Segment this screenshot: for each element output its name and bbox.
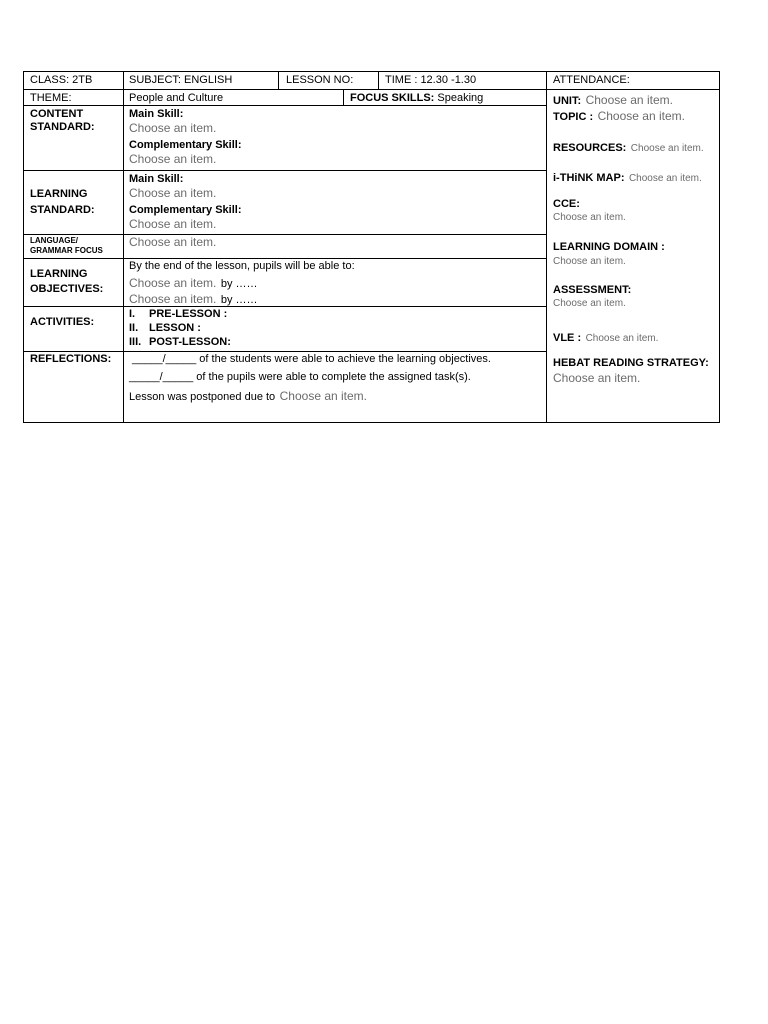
- learning-standard-label: [30, 188, 95, 217]
- row-divider: [24, 306, 546, 307]
- assessment-dropdown[interactable]: Choose an item.: [553, 298, 626, 309]
- unit-dropdown[interactable]: Choose an item.: [585, 93, 673, 107]
- postponed-reason-dropdown[interactable]: Choose an item.: [279, 389, 368, 403]
- resources-label: RESOURCES:: [553, 142, 627, 154]
- reflection-blank-1[interactable]: _____/_____: [132, 353, 197, 365]
- row-divider: [24, 351, 546, 352]
- learning-main-skill-dropdown[interactable]: Choose an item.: [129, 186, 217, 200]
- learning-complementary-skill-label: Complementary Skill:: [129, 204, 242, 216]
- vle-label: VLE :: [553, 332, 582, 344]
- lesson-plan-table: [23, 71, 720, 423]
- content-standard-label-line2: STANDARD:: [30, 121, 95, 133]
- language-label-line2: GRAMMAR FOCUS: [30, 246, 103, 255]
- objectives-label: [30, 268, 103, 296]
- reflection-text-2: of the pupils were able to complete the assigned task(s).: [196, 371, 471, 383]
- cce-label: CCE:: [553, 198, 580, 210]
- hebat-reading-dropdown[interactable]: Choose an item.: [553, 371, 641, 385]
- language-label-line1: LANGUAGE/: [30, 236, 78, 245]
- assessment-label: ASSESSMENT:: [553, 284, 632, 296]
- objectives-label-line2: OBJECTIVES:: [30, 283, 104, 295]
- objectives-intro: By the end of the lesson, pupils will be able to:: [129, 260, 355, 272]
- vle-dropdown[interactable]: Choose an item.: [585, 333, 659, 344]
- activity-text: PRE-LESSON :: [149, 308, 228, 320]
- content-main-skill-label: Main Skill:: [129, 108, 184, 120]
- reflection-blank-2[interactable]: _____/_____: [129, 371, 194, 383]
- reflection-line-1: [132, 353, 491, 366]
- content-standard-label: [30, 108, 95, 134]
- reflection-text-3: Lesson was postponed due to: [129, 391, 276, 403]
- row-divider: [24, 105, 546, 106]
- subject-value: : ENGLISH: [177, 74, 233, 86]
- content-complementary-skill-dropdown[interactable]: Choose an item.: [129, 152, 217, 166]
- objective-1-by: by ……: [220, 278, 258, 290]
- activity-item-lesson[interactable]: [129, 322, 201, 335]
- topic-label: TOPIC :: [553, 111, 594, 123]
- content-standard-label-line1: CONTENT: [30, 108, 84, 120]
- ithink-map-field: [553, 168, 702, 186]
- ithink-map-dropdown[interactable]: Choose an item.: [628, 173, 702, 184]
- cce-dropdown[interactable]: Choose an item.: [553, 212, 626, 223]
- objective-2-dropdown[interactable]: Choose an item.: [129, 292, 217, 306]
- row-divider: [24, 258, 546, 259]
- row-divider: [24, 170, 546, 171]
- learning-main-skill-label: Main Skill:: [129, 173, 184, 185]
- ithink-map-label: i-THiNK MAP:: [553, 172, 625, 184]
- objective-1-dropdown[interactable]: Choose an item.: [129, 276, 217, 290]
- focus-skills-value: Speaking: [437, 92, 484, 104]
- activity-item-pre-lesson[interactable]: [129, 308, 227, 321]
- reflection-line-3: [129, 387, 367, 405]
- column-divider: [378, 72, 379, 89]
- content-main-skill-dropdown[interactable]: Choose an item.: [129, 121, 217, 135]
- activity-item-post-lesson[interactable]: [129, 336, 231, 349]
- activity-text: POST-LESSON:: [149, 336, 231, 348]
- resources-field: [553, 138, 704, 156]
- time-label: TIME : 12.30 -1.30: [385, 74, 477, 86]
- language-grammar-label: [30, 236, 103, 256]
- learning-domain-dropdown[interactable]: Choose an item.: [553, 256, 626, 267]
- column-divider: [123, 72, 124, 423]
- row-divider: [546, 89, 720, 90]
- content-complementary-skill-label: Complementary Skill:: [129, 139, 242, 151]
- reflections-label: REFLECTIONS:: [30, 353, 112, 365]
- subject-label: SUBJECT: [129, 74, 178, 86]
- attendance-label: ATTENDANCE:: [553, 74, 630, 86]
- activity-num: III.: [129, 336, 142, 348]
- reflection-line-2: [129, 371, 471, 384]
- focus-skills: [350, 92, 483, 105]
- theme-value: People and Culture: [129, 92, 224, 104]
- learning-domain-label: LEARNING DOMAIN :: [553, 241, 665, 253]
- focus-skills-label: FOCUS SKILLS:: [350, 92, 435, 104]
- topic-field: [553, 107, 685, 125]
- activity-text: LESSON :: [149, 322, 201, 334]
- lesson-no-colon: :: [350, 74, 354, 86]
- objective-2: [129, 290, 258, 308]
- subject-field: [129, 74, 232, 87]
- objectives-label-line1: LEARNING: [30, 268, 88, 280]
- lesson-no-field[interactable]: [286, 74, 353, 87]
- activity-num: I.: [129, 308, 136, 320]
- theme-label: THEME:: [30, 92, 72, 104]
- vle-field: [553, 328, 658, 346]
- objective-2-by: by ……: [220, 294, 258, 306]
- class-label: CLASS: 2TB: [30, 74, 93, 86]
- activities-label: ACTIVITIES:: [30, 316, 95, 328]
- hebat-reading-label: HEBAT READING STRATEGY:: [553, 357, 709, 369]
- learning-standard-label-line1: LEARNING: [30, 188, 88, 200]
- learning-standard-label-line2: STANDARD:: [30, 204, 95, 216]
- learning-complementary-skill-dropdown[interactable]: Choose an item.: [129, 217, 217, 231]
- row-divider: [24, 234, 546, 235]
- topic-dropdown[interactable]: Choose an item.: [597, 109, 685, 123]
- row-divider: [24, 89, 546, 90]
- reflection-text-1: of the students were able to achieve the learning objectives.: [199, 353, 491, 365]
- column-divider: [278, 72, 279, 89]
- lesson-no-label: LESSON NO: [286, 74, 351, 86]
- activity-num: II.: [129, 322, 139, 334]
- unit-label: UNIT:: [553, 95, 582, 107]
- language-focus-dropdown[interactable]: Choose an item.: [129, 235, 217, 249]
- resources-dropdown[interactable]: Choose an item.: [630, 143, 704, 154]
- column-divider: [343, 89, 344, 105]
- column-divider: [546, 72, 547, 423]
